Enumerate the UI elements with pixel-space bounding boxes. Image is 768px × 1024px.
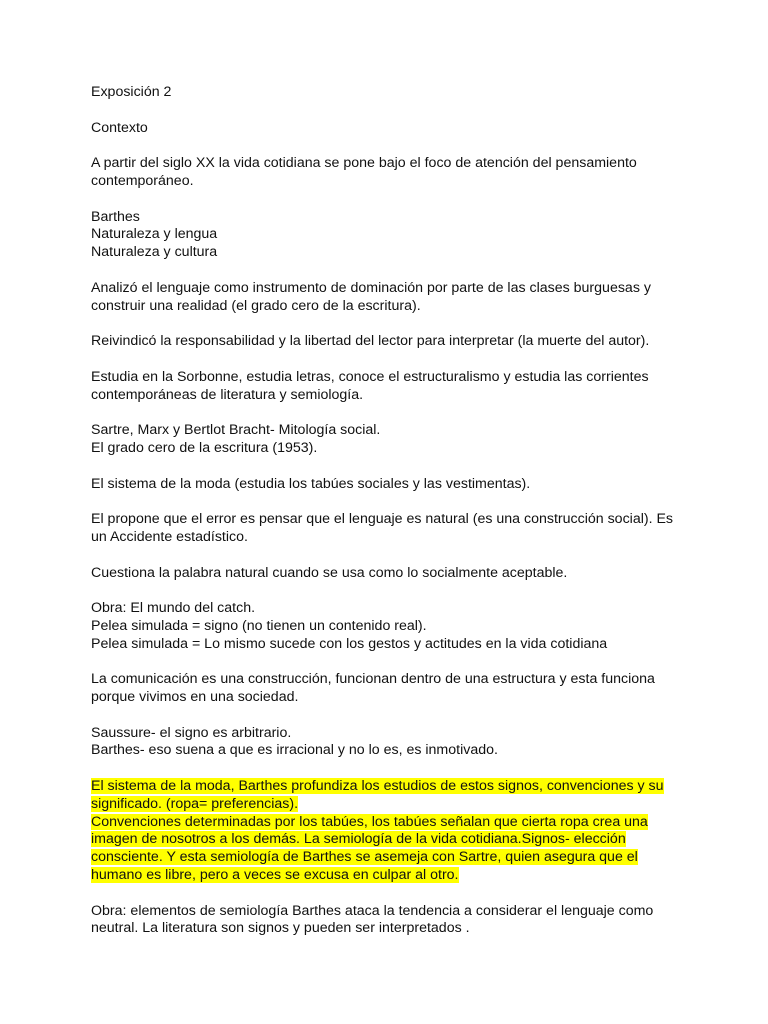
highlighted-line: El sistema de la moda, Barthes profundiza los estudios de estos signos, convenciones y su xyxy=(91,778,664,795)
highlighted-paragraph xyxy=(91,778,691,885)
document-body xyxy=(91,84,691,956)
text-line: Cuestiona la palabra natural cuando se usa como lo socialmente aceptable. xyxy=(91,564,568,581)
text-line: Naturaleza y lengua xyxy=(91,226,218,243)
paragraph xyxy=(91,511,691,547)
closing-paragraph xyxy=(91,903,691,939)
text-line: Pelea simulada = signo (no tienen un contenido real). xyxy=(91,617,427,634)
text-line: porque vivimos en una sociedad. xyxy=(91,689,299,706)
text-line: contemporáneas de literatura y semiología. xyxy=(91,386,364,403)
text-line: Barthes xyxy=(91,208,140,225)
text-line: Sartre, Marx y Bertlot Bracht- Mitología social. xyxy=(91,422,381,439)
document-title: Exposición 2 xyxy=(91,84,172,100)
paragraph xyxy=(91,333,691,351)
highlighted-line: humano es libre, pero a veces se excusa en culpar al otro. xyxy=(91,867,459,884)
text-line: Pelea simulada = Lo mismo sucede con los gestos y actitudes en la vida cotidiana xyxy=(91,635,608,652)
highlighted-line: Convenciones determinadas por los tabúes, los tabúes señalan que cierta ropa crea una xyxy=(91,813,648,830)
paragraph xyxy=(91,725,691,761)
text-line: Barthes- eso suena a que es irracional y no lo es, es inmotivado. xyxy=(91,742,498,759)
paragraph xyxy=(91,369,691,405)
text-line: El grado cero de la escritura (1953). xyxy=(91,439,318,456)
text-line: construir una realidad (el grado cero de la escritura). xyxy=(91,297,421,314)
highlighted-line: significado. (ropa= preferencias). xyxy=(91,795,299,812)
text-line: Saussure- el signo es arbitrario. xyxy=(91,724,292,741)
text-line: Obra: El mundo del catch. xyxy=(91,600,256,617)
text-line: un Accidente estadístico. xyxy=(91,528,248,545)
highlighted-line: consciente. Y esta semiología de Barthes se asemeja con Sartre, quien asegura que el xyxy=(91,849,638,866)
paragraph xyxy=(91,476,691,494)
text-line: neutral. La literatura son signos y pueden ser interpretados . xyxy=(91,920,470,937)
paragraph xyxy=(91,155,691,191)
text-line: Reivindicó la responsabilidad y la libertad del lector para interpretar (la muerte del autor). xyxy=(91,333,650,350)
text-line: contemporáneo. xyxy=(91,172,194,189)
text-line: El propone que el error es pensar que el lenguaje es natural (es una construcción social). Es xyxy=(91,511,674,528)
text-line: Analizó el lenguaje como instrumento de dominación por parte de las clases burguesas y xyxy=(91,279,651,296)
paragraph xyxy=(91,209,691,262)
text-line: Naturaleza y cultura xyxy=(91,244,218,261)
paragraph xyxy=(91,671,691,707)
paragraph xyxy=(91,280,691,316)
paragraph xyxy=(91,565,691,583)
paragraph xyxy=(91,422,691,458)
text-line: Obra: elementos de semiología Barthes ataca la tendencia a considerar el lenguaje como xyxy=(91,902,654,919)
paragraph xyxy=(91,600,691,653)
highlighted-line: imagen de nosotros a los demás. La semiología de la vida cotidiana.Signos- elección xyxy=(91,831,626,848)
text-line: Estudia en la Sorbonne, estudia letras, conoce el estructuralismo y estudia las corrientes xyxy=(91,368,649,385)
section-heading: Contexto xyxy=(91,119,148,136)
text-line: A partir del siglo XX la vida cotidiana se pone bajo el foco de atención del pensamiento xyxy=(91,155,637,172)
text-line: El sistema de la moda (estudia los tabúes sociales y las vestimentas). xyxy=(91,475,531,492)
text-line: La comunicación es una construcción, funcionan dentro de una estructura y esta funciona xyxy=(91,671,655,688)
